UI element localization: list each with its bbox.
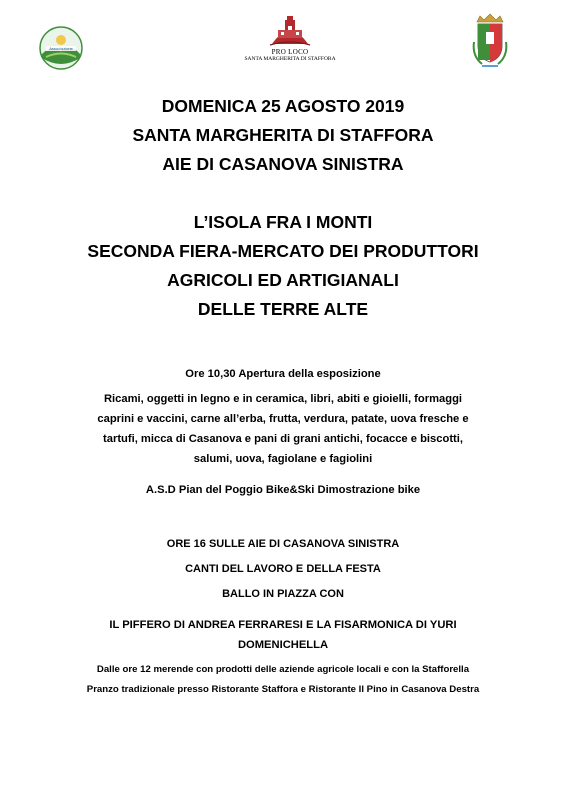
- castle-crest-icon: [268, 14, 312, 48]
- municipal-coat-of-arms-icon: [468, 12, 512, 70]
- products-list: [0, 389, 566, 469]
- musicians-line-2: DOMENICHELLA: [237, 639, 329, 651]
- pro-loco-title: PRO LOCO: [271, 48, 309, 56]
- event-header: [0, 92, 566, 179]
- title-line-1: L’ISOLA FRA I MONTI: [193, 212, 373, 232]
- opening-time: [0, 364, 566, 384]
- afternoon-line-2: CANTI DEL LAVORO E DELLA FESTA: [185, 563, 381, 575]
- lunch-line: Pranzo tradizionale presso Ristorante Staffora e Ristorante Il Pino in Casanova Destra: [86, 684, 480, 695]
- title-line-4: DELLE TERRE ALTE: [197, 299, 369, 319]
- association-logo: [36, 24, 86, 72]
- municipal-coat-of-arms: [468, 12, 512, 70]
- association-logo-icon: [36, 24, 86, 72]
- event-title: [0, 208, 566, 324]
- afternoon-line-1: ORE 16 SULLE AIE DI CASANOVA SINISTRA: [166, 538, 400, 550]
- food-info: [0, 660, 566, 700]
- opening-text: Ore 10,30 Apertura della esposizione: [185, 368, 381, 380]
- pro-loco-logo: [240, 14, 340, 76]
- pro-loco-subtitle: SANTA MARGHERITA DI STAFFORA: [244, 56, 336, 62]
- bike-demo-text: A.S.D Pian del Poggio Bike&Ski Dimostrazione bike: [145, 484, 421, 496]
- event-location: AIE DI CASANOVA SINISTRA: [162, 154, 404, 174]
- products-line-4: salumi, uova, fagiolane e fagiolini: [193, 453, 373, 465]
- musicians-line-1: IL PIFFERO DI ANDREA FERRARESI E LA FISARMONICA DI YURI: [109, 619, 457, 631]
- title-line-3: AGRICOLI ED ARTIGIANALI: [167, 270, 399, 290]
- event-town: SANTA MARGHERITA DI STAFFORA: [132, 125, 434, 145]
- event-date: DOMENICA 25 AGOSTO 2019: [161, 96, 405, 116]
- association-logo-text: Associazione: [49, 46, 73, 51]
- afternoon-program: [0, 532, 566, 607]
- afternoon-line-3: BALLO IN PIAZZA CON: [222, 588, 344, 600]
- title-line-2: SECONDA FIERA-MERCATO DEI PRODUTTORI: [87, 241, 479, 261]
- products-line-1: Ricami, oggetti in legno e in ceramica, libri, abiti e gioielli, formaggi: [103, 393, 463, 405]
- products-line-2: caprini e vaccini, carne all’erba, frutta, verdura, patate, uova fresche e: [97, 413, 469, 425]
- musicians: [0, 615, 566, 655]
- snacks-line: Dalle ore 12 merende con prodotti delle aziende agricole locali e con la Stafforella: [96, 664, 470, 675]
- products-line-3: tartufi, micca di Casanova e pani di grani antichi, focacce e biscotti,: [103, 433, 463, 445]
- bike-demo: [0, 480, 566, 500]
